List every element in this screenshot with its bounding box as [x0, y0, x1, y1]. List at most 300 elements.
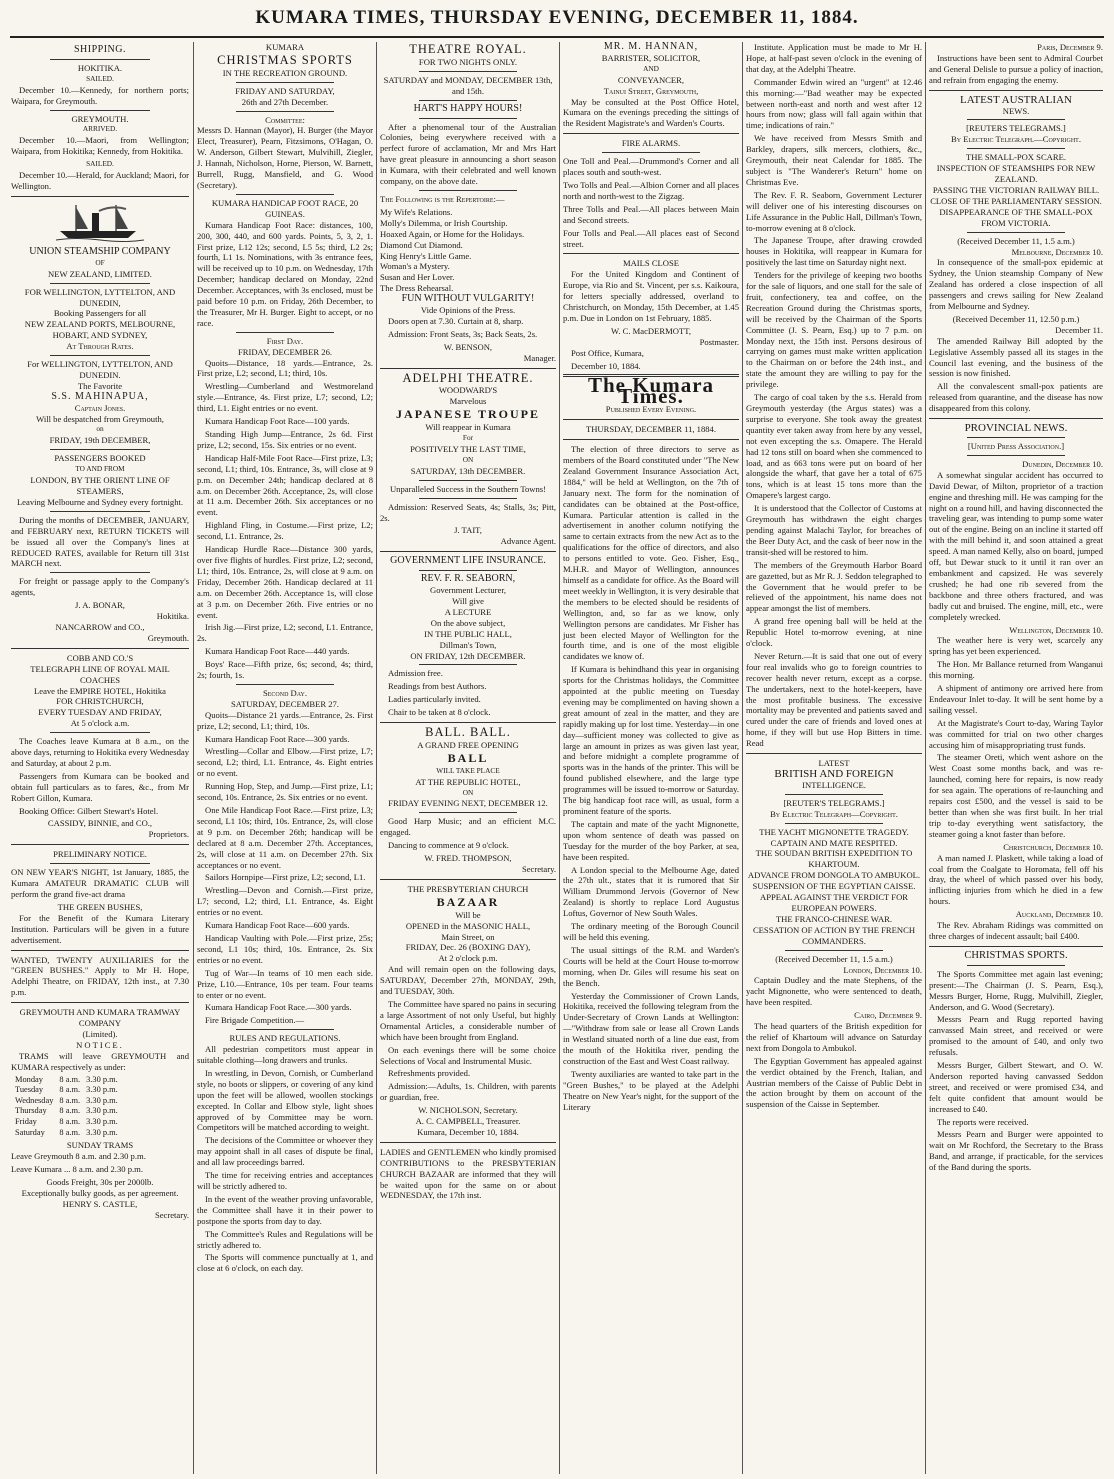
news-paragraph: Commander Edwin wired an "urgent" at 12.46 this morning:—"Bad weather may be expected between north-east and north and west after 12 hours from now; glass will fall again within that time; indications of rain." [746, 76, 922, 131]
subheading: Second Day. [262, 687, 308, 698]
divider [50, 449, 150, 450]
text: Will be despatched from Greymouth, [36, 413, 164, 424]
divider [50, 572, 150, 573]
sunday-heading: SUNDAY TRAMS [66, 1140, 134, 1151]
adelphi-heading: ADELPHI THEATRE. [402, 370, 534, 385]
subheading: SATURDAY, DECEMBER 27. [231, 698, 339, 709]
event-entry: Highland Fling, in Costume.—First prize, L2; second, L1. Entrance, 2s. [197, 520, 373, 542]
text: Goods Freight, 30s per 2000lb. [46, 1176, 154, 1187]
port-heading: HOKITIKA. [77, 62, 123, 73]
paragraph: Captain Dudley and the mate Stephens, of the yacht Mignonette, who were sentenced to death, have been respited. [746, 975, 922, 1008]
rule-entry: In wrestling, in Devon, Cornish, or Cumberland style, no boots or slippers, or covering of any kind upon the feet will be allowed, woollen stockings excepted. In Collar and Elbow style, light shoes approved of by Committee may be worn. Competitors will be matched according to weight. [197, 1067, 373, 1133]
text: On the above subject, [430, 617, 506, 628]
text: on [96, 424, 104, 434]
divider [50, 732, 150, 733]
news-paragraph: We have received from Messrs Smith and Barkley, drapers, silk mercers, clothiers, &c., Greymouth, their neat Calendar for 1885. The subject is "The Wanderer's Return" home on Christmas Eve. [746, 133, 922, 187]
event-entry: Running Hop, Step, and Jump.—First prize, L1; second, 10s. Entrance, 2s. Six entries or no event. [197, 781, 373, 803]
paragraph: Dancing to commence at 9 o'clock. [388, 840, 509, 851]
paragraph: The amended Railway Bill adopted by the Legislative Assembly passed all its stages in the Council last evening, and the business of the session is now finished. [929, 335, 1103, 379]
paragraph: WANTED, TWENTY AUXILIARIES for the "GREEN BUSHES." Apply to Mr H. Hope, Adelphi Theatre, on FRIDAY, 12th inst., at 7.30 p.m. [11, 954, 189, 998]
masthead-rule [10, 36, 1104, 38]
issue-date: THURSDAY, DECEMBER 11, 1884. [585, 424, 717, 435]
column-1 [8, 42, 192, 1474]
notice-heading: NOTICE. [76, 1039, 124, 1050]
headline: SUSPENSION OF THE EGYPTIAN CAISSE. [752, 881, 916, 892]
text: NEWS. [1002, 105, 1030, 116]
paragraph: The Egyptian Government has appealed against the verdict obtained by the French, Italian, and Austrian members of the Caisse of Public Debt in the action brought by them on account of the suspension of the Caisse in September. [746, 1055, 922, 1110]
signature-name: W. NICHOLSON, Secretary. [418, 1105, 518, 1116]
text: SATURDAY and MONDAY, DECEMBER 13th, and 15th. [383, 74, 553, 96]
text: INTELLIGENCE. [802, 779, 866, 790]
headline: INSPECTION OF STEAMSHIPS FOR NEW ZEALAND. [936, 163, 1096, 185]
rule-entry: The Committee's Rules and Regulations will be strictly adhered to. [197, 1228, 373, 1250]
news-paragraph: Tenders for the privilege of keeping two booths for the sale of liquors, and one stall for the sale of fruit, confectionery, tea and coffee, on the Recreation Ground during the Christmas sports, will be received by the Chairman of the Sports Committee (J. S. Pearn, Esq.) up to 7 p.m. on Monday next, the 15th inst. Persons desirous of carrying on games must make written application to the Chairman on or before the 24th inst., and state the amount they are willing to pay for the privilege. [746, 270, 922, 390]
fire-alarm-entry: Two Tolls and Peal.—Albion Corner and all places north and north-west to the Zigzag. [563, 179, 739, 201]
divider [967, 148, 1064, 149]
paragraph: And will remain open on the following days, SATURDAY, December 27th, MONDAY, 29th, and TUESDAY, 30th. [380, 964, 556, 997]
text: FRIDAY EVENING NEXT, DECEMBER 12. [388, 798, 548, 809]
text: Leave the EMPIRE HOTEL, Hokitika [34, 685, 166, 696]
dateline: Auckland, December 10. [1015, 909, 1103, 920]
cell: 3.30 p.m. [86, 1106, 118, 1116]
headline: CAPTAIN AND MATE RESPITED. [770, 837, 898, 848]
ad-heading: GREYMOUTH AND KUMARA TRAMWAY COMPANY [19, 1007, 181, 1029]
divider [563, 133, 739, 134]
sailing-date: FRIDAY, 19th DECEMBER, [49, 435, 151, 446]
paragraph: Admission: Front Seats, 3s; Back Seats, 2s. [388, 328, 538, 339]
editorial-paragraph: The captain and mate of the yacht Mignonette, upon whom sentence of death was passed on Tuesday for the murder of the boy Parker, at sea, have been respited. [563, 818, 739, 862]
divider [563, 439, 739, 440]
event-entry: Kumara Handicap Foot Race.—300 yards. [205, 1002, 352, 1013]
union-subtitle: NEW ZEALAND, LIMITED. [48, 268, 152, 279]
table-row [15, 1085, 124, 1096]
divider [50, 511, 150, 512]
subheading: Committee: [265, 114, 305, 125]
divider [419, 118, 518, 119]
section-heading: LATEST AUSTRALIAN [960, 93, 1072, 106]
headline: THE SMALL-POX SCARE. [965, 152, 1067, 163]
shipping-entry: December 10.—Kennedy, for northern ports; Waipara, for Greymouth. [11, 84, 189, 106]
paragraph: The head quarters of the British expedition for the relief of Khartoum will advance on Saturday next from Dongola to Ambukol. [746, 1021, 922, 1053]
paragraph: Passengers from Kumara can be booked and obtain full particulars as to fares, &c., from Mr Robert Gillon, Kumara. [11, 770, 189, 803]
divider [419, 480, 518, 481]
divider [785, 794, 884, 795]
text: A GRAND FREE OPENING [417, 739, 519, 750]
bazaar-title: BAZAAR [436, 894, 500, 909]
dateline: Wellington, December 10. [1009, 624, 1103, 635]
rule-entry: The time for receiving entries and acceptances will be strictly adhered to. [197, 1170, 373, 1191]
troupe-title: JAPANESE TROUPE [396, 407, 540, 422]
text: Will reappear in Kumara [425, 422, 511, 433]
headline: DISAPPEARANCE OF THE SMALL-POX FROM VICTORIA. [939, 206, 1093, 228]
divider [236, 111, 335, 112]
divider [967, 455, 1064, 456]
text: FRIDAY AND SATURDAY, [235, 85, 335, 96]
text: SATURDAY, 13th DECEMBER. [410, 465, 526, 476]
repertoire-item: The Dress Rehearsal. [380, 283, 454, 294]
signature-name: A. C. CAMPBELL, Treasurer. [415, 1116, 521, 1127]
divider [602, 152, 701, 153]
paragraph: Instructions have been sent to Admiral Courbet and General Delisle to pursue a policy of inaction, and refrain from engaging the enemy. [929, 52, 1103, 85]
column-6 [926, 42, 1106, 1474]
divider [380, 551, 556, 552]
text: Admission free. [388, 668, 443, 679]
event-entry: Handicap Half-Mile Foot Race—First prize, L3; second, L1; third, 10s. Entrance, 3s, will close at 9 p.m. on December 24th; handicap declared at 8 a.m. on December 26th. Acceptance, 2s, will close at 11 a.m. December 26th. Six acceptances or no event. [197, 452, 373, 518]
headline: ADVANCE FROM DONGOLA TO AMBUKOL. [747, 870, 921, 881]
divider [967, 232, 1064, 233]
subheading: First Day. [266, 335, 304, 346]
paragraph: At the Magistrate's Court to-day, Waring Taylor was committed for trial on two other charges accusing him of misappropriating trust funds. [929, 717, 1103, 750]
text: Post Office, Kumara, [571, 347, 644, 358]
text: BARRISTER, SOLICITOR, [601, 52, 701, 63]
text: 26th and 27th December. [241, 96, 329, 107]
repertoire-item: Woman's a Mystery. [380, 261, 450, 272]
paragraph: The Hon. Mr Ballance returned from Wanganui this morning. [929, 659, 1103, 681]
repertoire-item: Susan and Her Lover. [380, 272, 455, 283]
paragraph: The weather here is very wet, scarcely any spring has yet been experienced. [929, 635, 1103, 657]
divider [50, 59, 150, 60]
cell: 3.30 p.m. [86, 1127, 118, 1137]
table-row [15, 1117, 124, 1128]
text: Leave Greymouth 8 a.m. and 2.30 p.m. [11, 1151, 146, 1162]
paragraph: Doors open at 7.30. Curtain at 8, sharp. [388, 315, 524, 326]
repertoire-item: Hoaxed Again, or Home for the Holidays. [380, 228, 525, 239]
subheading: KUMARA HANDICAP FOOT RACE, 20 GUINEAS. [211, 197, 359, 219]
port-heading: GREYMOUTH. [71, 113, 129, 124]
fire-alarm-entry: Three Tolls and Peal.—All places between Main and Second streets. [563, 203, 739, 225]
rules-list [197, 1044, 373, 1274]
ad-heading: GOVERNMENT LIFE INSURANCE. [390, 555, 546, 567]
paragraph: Kumara Handicap Foot Race: distances, 100, 200, 300, 440, and 600 yards. Points, 5, 3, 2, 1. First prize, L12 12s; second, L5 5s; third, L2 2s; fourth, L1 1s. Nominations, with 3s entrance fees, will be received up to 10 p.m. on Wednesday, 17th December; handicap declared on Monday, 22nd December. Acceptances, with 3s enclosed, must be paid before 10 p.m. on Friday, 26th December, to the Treasurer, Mr H. Burger. Eight to accept, or no race. [197, 219, 373, 328]
event-entry: Handicap Hurdle Race—Distance 300 yards, over five flights of hurdles. First prize, L2; second, L1; third, 10s. Entrance, 2s, will close at 9 a.m. on Friday, December 26th. Handicap declared at 11 a.m. on December 26th. Acceptance 1s, will close at 3 p.m. on December 26th. Five entries or no event. [197, 544, 373, 620]
event-entry: Standing High Jump—Entrance, 2s 6d. First prize, L2; second, 15s. Six entries or no event. [197, 429, 373, 450]
headline: THE YACHT MIGNONETTE TRAGEDY. [759, 826, 909, 837]
editorial-paragraph: The election of three directors to serve as members of the Board constituted under "The New Zealand Government Insurance Association Act, 1884," will be held at Wellington, on the 7th of January next. The form for the nomination of candidates can be obtained at the Post-office, Kumara. Particular attention is called in the advertisement in another column notifying the same to certain extracts from the new Act as to the qualifications for the office of directors, and also to persons entitled to vote. Geo. Fisher, Esq., M.H.R. and Mayor of Wellington, announces himself as a candidate for office. As the Board will meet weekly in Wellington, it is very desirable that the members to be elected should be residents of Wellington, and, so far as we know, only Wellington persons are candidates. Mr Fisher has just been elected Mayor of Wellington for the fourth time, and is one of the most eligible candidates we know of. [563, 444, 739, 662]
divider [785, 950, 884, 951]
divider [50, 283, 150, 284]
text: A LECTURE [444, 606, 492, 617]
event-entry: One Mile Handicap Foot Race.—First prize, L3; second, L1 10s; third, 10s. Entrance, 2s, will close at 9 p.m. on December 26th; handicap will be declared at 8 a.m. December 27th. Acceptances, 2s, will close at 11 a.m. on December 27th. Six acceptances or no event. [197, 805, 373, 870]
paragraph: Booking Office: Gilbert Stewart's Hotel. [19, 805, 159, 816]
divider [929, 418, 1103, 419]
divider [563, 253, 739, 254]
paragraph: The Sports Committee met again last evening; present:—The Chairman (J. S. Pearn, Esq.), Messrs Burger, Horne, Rugg, Mulvihill, Ziegler, Anderson, and G. Wood (Secretary). [929, 968, 1103, 1012]
column-3 [377, 42, 559, 1474]
text: By Electric Telegraph—Copyright. [770, 808, 898, 819]
text: CONVEYANCER, [617, 74, 685, 85]
news-paragraph: A grand free opening ball will be held at the Republic Hotel to-morrow evening, at nine o'clock. [746, 616, 922, 649]
local-news [746, 42, 922, 749]
ad-heading: MAILS CLOSE [622, 258, 680, 269]
text: ON [462, 454, 474, 464]
divider [236, 194, 335, 195]
text: [REUTER'S TELEGRAMS.] [783, 797, 885, 808]
text: By Electric Telegraph.—Copyright. [951, 134, 1081, 145]
divider [236, 82, 335, 83]
drama-title: THE GREEN BUSHES, [57, 901, 143, 912]
editorial-paragraph: The ordinary meeting of the Borough Council will be held this evening. [563, 921, 739, 942]
divider [563, 419, 739, 420]
divider [11, 196, 189, 197]
text: Dillman's Town, [439, 639, 497, 650]
signature-name: HENRY S. CASTLE, [62, 1198, 138, 1209]
text: WILL TAKE PLACE [436, 765, 500, 775]
divider [50, 355, 150, 356]
cell: 8 a.m. [59, 1127, 81, 1137]
paragraph: Admission: Reserved Seats, 4s; Stalls, 3s; Pitt, 2s. [380, 501, 556, 523]
text: POSITIVELY THE LAST TIME, [410, 444, 526, 454]
paragraph: The Rev. Abraham Ridings was committed on three charges of indecent assault; bail £400. [929, 920, 1103, 941]
signature-title: Postmaster. [699, 336, 739, 347]
text: (Received December 11, 1.5 a.m.) [957, 235, 1075, 246]
editorial-paragraph: A London special to the Melbourne Age, dated the 27th ult., states that it is rumored that Sir William Drummond Jervois (Governor of New Zealand) is shortly to replace Lord Augustus Loftus, Governor of New South Wales. [563, 864, 739, 919]
text: Booking Passengers for all [53, 308, 147, 319]
news-paragraph: The members of the Greymouth Harbor Board are gazetted, but as Mr R. J. Seddon telegraphed to the Government that he would prefer to be relieved of the appointment, his name does not appear amongst the list of members. [746, 559, 922, 614]
divider [746, 753, 922, 754]
signature-title: Manager. [523, 352, 556, 363]
ball-title: BALL [447, 750, 489, 765]
text: EVERY TUESDAY AND FRIDAY, [38, 707, 162, 718]
event-entry: Wrestling—Cumberland and Westmoreland style.—Entrance, 4s. First prize, L7; second, L2; third, L1. Eight entries or no event. [197, 381, 373, 414]
table-row [15, 1075, 124, 1086]
text: ON [462, 787, 474, 797]
paragraph: During the months of DECEMBER, JANUARY, and FEBRUARY next, RETURN TICKETS will be issued all over the Company's lines at REDUCED RATES, available for Return till 31st MARCH next. [11, 514, 189, 569]
text: Leaving Melbourne and Sydney every fortnight. [16, 496, 184, 507]
divider [11, 844, 189, 845]
news-paragraph: The Japanese Troupe, after drawing crowded houses in Hokitika, will reappear in Kumara for positively the last time on Saturday night next. [746, 235, 922, 268]
signature-title: Secretary. [521, 864, 556, 874]
text: (Received December 11, 12.50 p.m.) [952, 313, 1080, 324]
paragraph: For the United Kingdom and Continent of Europe, via Rio and St. Vincent, per s.s. Kaikoura, for letters specially addressed, overland to Christchurch, on Monday, 15th December, at 1.45 p.m. Due in London on 1st February, 1885. [563, 269, 739, 323]
shipping-entry: December 10.—Maori, from Wellington; Waipara, from Hokitika; Kennedy, from Hokitika. [11, 135, 189, 157]
signature-name: W. C. MacDERMOTT, [611, 325, 691, 336]
news-paragraph: Institute. Application must be made to Mr H. Hope, at half-past seven o'clock in the evening of that day, at the Adelphi Theatre. [746, 42, 922, 74]
dateline: Dunedin, December 10. [1022, 458, 1103, 469]
cell: 8 a.m. [59, 1074, 81, 1084]
text: LATEST [818, 758, 850, 769]
fire-alarms-list [563, 156, 739, 249]
cell: Thursday [15, 1106, 47, 1116]
paragraph: Admission:—Adults, 1s. Children, with parents or guardian, free. [380, 1081, 556, 1103]
paragraph: After a phenomenal tour of the Australian Colonies, being everywhere received with a perfect furore of acclamation, Mr and Mrs Hart have great pleasure in announcing a short season in Kumara, with their celebrated and well known company, on the above date. [380, 121, 556, 187]
table-row [15, 1106, 124, 1117]
text: [United Press Association.] [967, 441, 1065, 451]
event-entry: Handicap Vaulting with Pole.—First prize, 25s; second, L1 10s; third, 10s. Entrance, 2s. Six entries or no event. [197, 932, 373, 965]
divider [419, 812, 518, 813]
paragraph: In consequence of the small-pox epidemic at Sydney, the Union steamship Company of New Zealand has ordered a close inspection of all passengers and crews sailing for New Zealand from Melbourne and Sydney. [929, 257, 1103, 312]
headline: THE FRANCO-CHINESE WAR. [775, 913, 893, 924]
fire-alarm-entry: One Toll and Peal.—Drummond's Corner and all places south and south-west. [563, 156, 739, 178]
paragraph: For the Benefit of the Kumara Literary Institution. Particulars will be given in a future advertisement. [11, 912, 189, 945]
dateline: Paris, December 9. [1037, 42, 1103, 52]
divider [380, 1142, 556, 1143]
rule-entry: The decisions of the Committee or whoever they may appoint shall in all cases of dispute be final, and all law proceedings barred. [197, 1135, 373, 1168]
text: Government Lecturer, [429, 585, 506, 596]
news-paragraph: The Rev. F. R. Seaborn, Government Lecturer will deliver one of his interesting discourses on Life Assurance in the Public Hall, Dillman's Town, to-morrow evening at 8 o'clock. [746, 189, 922, 233]
divider [967, 437, 1064, 438]
headline: APPEAL AGAINST THE VERDICT FOR EUROPEAN POWERS. [759, 892, 909, 913]
text: LONDON, BY THE ORIENT LINE OF STEAMERS, [30, 475, 170, 496]
dateline: Cairo, December 9. [854, 1010, 922, 1021]
agent-place: Greymouth. [147, 632, 189, 643]
text: [REUTERS TELEGRAMS.] [966, 123, 1066, 134]
ship-name: S.S. MAHINAPUA, [51, 390, 149, 402]
cell: 3.30 p.m. [86, 1116, 118, 1126]
sports-heading: CHRISTMAS SPORTS [217, 52, 353, 67]
divider [11, 648, 189, 649]
cell: 8 a.m. [59, 1116, 81, 1126]
divider [929, 90, 1103, 91]
divider [419, 190, 518, 191]
news-paragraph: It is understood that the Collector of Customs at Greymouth has withdrawn the eight charges pending against Malachi Taylor, for breaches of the Beer Duty Act, and the cask of beer now in the transit-shed will be restored to him. [746, 503, 922, 557]
headlines [746, 827, 922, 947]
tram-timetable [15, 1075, 124, 1139]
signature-name: J. TAIT, [454, 525, 482, 536]
divider [929, 946, 1103, 947]
agent-place: Hokitika. [156, 611, 189, 622]
dateline: Melbourne, December 10. [1011, 246, 1103, 257]
divider [785, 823, 884, 824]
event-entry: Wrestling—Devon and Cornish.—First prize, L7; second, L2; third, L1. Entrance, 4s. Eight entries or no event. [197, 885, 373, 918]
text: AND [643, 63, 659, 73]
agent-place: Proprietors. [148, 829, 189, 840]
signature-title: Advance Agent. [500, 536, 556, 547]
cell: 3.30 p.m. [86, 1074, 118, 1084]
divider [419, 498, 518, 499]
section-heading: PROVINCIAL NEWS. [964, 422, 1068, 435]
text: IN THE PUBLIC HALL, [424, 628, 512, 639]
event-entry: Wrestling—Collar and Elbow.—First prize, L7; second, L2; third, L1. Entrance, 4s. Eight entries or no event. [197, 746, 373, 779]
text: FOR TWO NIGHTS ONLY. [418, 56, 518, 67]
news-paragraph: The cargo of coal taken by the s.s. Herald from Greymouth yesterday (the Argus states) was a surprise to everyone. She took away the greatest quantity ever taken away from here by any vessel, not even excepting the s.s. Omapere. The Herald had 12 tons still on board when she commenced to load, and as 663 tons were put on board of her alongside the wharf, that gave her a total of 675 tons, which is at least 15 tons more than the Omapere's largest cargo. [746, 392, 922, 501]
headline: THE SOUDAN BRITISH EXPEDITION TO KHARTOUM. [755, 848, 913, 870]
event-entry: Quoits—Distance, 18 yards.—Entrance, 2s. First prize, L2; second, L1; third, 10s. [197, 357, 373, 379]
paragraph: A man named J. Plaskett, while taking a load of coal from the Coalgate to Horomata, fell off his dray, the wheel of which passed over his body, inflicting injuries from which he died in a few hours. [929, 852, 1103, 907]
cell: 8 a.m. [59, 1106, 81, 1116]
text: Leave Kumara ... 8 a.m. and 2.30 p.m. [11, 1163, 143, 1174]
text: Will be [455, 909, 481, 920]
text: Vide Opinions of the Press. [420, 305, 516, 316]
headline: PASSING THE VICTORIAN RAILWAY BILL. [932, 184, 1100, 195]
theatre-heading: THEATRE ROYAL. [409, 42, 527, 56]
text: AT THE REPUBLIC HOTEL, [415, 776, 521, 787]
event-entry: Sailors Hornpipe—First prize, L2; second, L1. [205, 872, 366, 883]
subheading: The Following is the Repertoire:— [380, 193, 505, 204]
paragraph: TRAMS will leave GREYMOUTH and KUMARA respectively as under: [11, 1050, 189, 1072]
route-text: For WELLINGTON, LYTTELTON, AND DUNEDIN. [27, 359, 173, 380]
text: December 10, 1884. [571, 360, 641, 371]
rule-entry: The Sports will commence punctually at 1, and close at 6 o'clock, on each day. [197, 1252, 373, 1274]
paragraph: Messrs Burger, Gilbert Stewart, and O. W. Anderson reported having canvassed Seddon street, and received or were promised £34, and felt quite confident that amount would be increased to £40. [929, 1060, 1103, 1114]
text: Marvelous [449, 396, 487, 407]
section-heading: BRITISH AND FOREIGN [774, 768, 894, 780]
newspaper-title: The Kumara Times. [587, 373, 715, 409]
text: KUMARA [265, 42, 305, 52]
section-heading: CHRISTMAS SPORTS. [964, 949, 1068, 961]
paragraph: The steamer Oreti, which went ashore on the West Coast some months back, and was re-launched, coming here for repairs, is now ready for sea again. The operations of re-launching and repairs cost £500, and the vessel is said to be better than when she was first built. In her trial trip to-day everything went satisfactory, the steamer going a knot faster than before. [929, 752, 1103, 839]
text: TO AND FROM [75, 464, 125, 474]
cell: Tuesday [15, 1085, 44, 1095]
lecturer-name: REV. F. R. SEABORN, [420, 573, 516, 585]
divider [236, 332, 335, 333]
event-entry: Tug of War—In teams of 10 men each side. Prize, L10.—Entrance, 10s per team. Four teams to enter or no event. [197, 967, 373, 1000]
dateline: London, December 10. [843, 964, 922, 975]
agent-name: CASSIDY, BINNIE, and CO., [47, 818, 153, 829]
route-text: NEW ZEALAND PORTS, MELBOURNE, HOBART, AND SYDNEY, [24, 319, 176, 341]
cell: Wednesday [15, 1095, 54, 1105]
text: IN THE RECREATION GROUND. [222, 67, 348, 78]
text: ON FRIDAY, 12th DECEMBER. [410, 650, 526, 661]
repertoire-item: Diamond Cut Diamond. [380, 239, 463, 250]
paragraph: Refreshments provided. [388, 1068, 471, 1079]
paragraph: The Coaches leave Kumara at 8 a.m., on the above days, returning to Hokitika every Wednesday and Saturday, at about 2 p.m. [11, 736, 189, 768]
divider [236, 1029, 335, 1030]
divider [236, 684, 335, 685]
columns [8, 42, 1106, 1474]
event-entry: Irish Jig.—First prize, L2; second, L1. Entrance, 2s. [197, 622, 373, 644]
paragraph: For freight or passage apply to the Company's agents, [11, 576, 189, 598]
subheading: RULES AND REGULATIONS. [229, 1033, 341, 1044]
event-entry: Kumara Handicap Foot Race—100 yards. [205, 416, 350, 427]
signature-title: Secretary. [154, 1209, 189, 1220]
dateline: Christchurch, December 10. [1003, 841, 1103, 852]
cell: Friday [15, 1116, 37, 1126]
divider [419, 664, 518, 665]
divider [380, 722, 556, 723]
divider [380, 368, 556, 369]
text: Tainui Street, Greymouth, [603, 85, 699, 96]
events-day-1 [197, 358, 373, 681]
text: Main Street, on [441, 931, 495, 942]
divider [419, 100, 518, 101]
paragraph: Messrs D. Hannan (Mayor), H. Burger (the Mayor Elect, Treasurer), Pearn, Fitzsimons, O'Hagan, O. W. Anderson, Gilbert Stewart, Mulvihill, Ziegler, J. Hannah, Nicholson, Horne, Pierson, W. Barnett, Burrell, Rugg, Mansfield, and G. Wood (Secretary). [197, 125, 373, 190]
text: (Received December 11, 1.5 a.m.) [775, 953, 893, 964]
table-row [15, 1128, 124, 1139]
cell: 3.30 p.m. [86, 1085, 118, 1095]
divider [11, 950, 189, 951]
steamship-icon [56, 201, 144, 243]
slogan: FUN WITHOUT VULGARITY! [401, 293, 535, 305]
paragraph: Messrs Pearn and Rugg reported having canvassed Main street, and received or were promised to the amount of £40, and only two refusals. [929, 1014, 1103, 1058]
text: FOR CHRISTCHURCH, [56, 696, 144, 707]
editorial-paragraph: If Kumara is behindhand this year in organising sports for the Christmas holidays, the Committee appointed at the public meeting on Tuesday evening may be complimented on having shown a great amount of zeal in the matter, and they are rapidly making up for lost time. Yesterday—in one day—sufficient money was collected to give as large an amount in prizes as was given last year, and before midnight a complete programme of sports was in the hands of the printer. This will be found published elsewhere, and the large type programmes will be issued to-morrow or Saturday. The big handicap foot race will, as usual, form a prominent feature of the sports. [563, 664, 739, 816]
dateline: December 11. [1055, 324, 1103, 335]
divider [50, 110, 150, 111]
cell: 8 a.m. [59, 1095, 81, 1105]
paragraph: On each evenings there will be some choice Selections of Vocal and Instrumental Music. [380, 1044, 556, 1066]
divider [967, 965, 1064, 966]
text: FRIDAY, Dec. 26 (BOXING DAY), [405, 942, 531, 953]
paragraph: The Committee have spared no pains in securing a large Assortment of not only Useful, but highly Ornamental Articles, a considerable number of which have been brought from England. [380, 998, 556, 1042]
event-entry: Boys' Race—Fifth prize, 6s; second, 4s; third, 2s; fourth, 1s. [197, 659, 373, 681]
paragraph: The reports were received. [937, 1116, 1029, 1127]
editorial-paragraph: Yesterday the Commissioner of Crown Lands, Hokitika, received the following telegram from the Under-Secretary of Crown Lands at Wellington:—"Withdraw from sale or lease all Crown Lands in Westland situated north of a line due east, from the mouth of the Hokitika river, pending the construction of the East and West Coast railway. [563, 990, 739, 1066]
repertoire-item: King Henry's Little Game. [380, 250, 472, 261]
label: ARRIVED. [82, 124, 118, 134]
text: Ladies particularly invited. [388, 694, 481, 705]
text: For [462, 433, 474, 443]
paragraph: All the convalescent small-pox patients are released from quarantine, and the disease has now disappeared from this colony. [929, 381, 1103, 414]
label: OF [95, 257, 105, 267]
ad-heading: MR. M. HANNAN, [603, 42, 699, 52]
cell: Monday [15, 1074, 43, 1084]
text: At 2 o'clock p.m. [438, 953, 498, 964]
text: At 5 o'clock a.m. [70, 718, 130, 729]
events-day-2 [197, 710, 373, 1026]
text: OPENED in the MASONIC HALL, [405, 920, 531, 931]
ad-heading: FIRE ALARMS. [621, 138, 681, 149]
headlines [929, 152, 1103, 228]
